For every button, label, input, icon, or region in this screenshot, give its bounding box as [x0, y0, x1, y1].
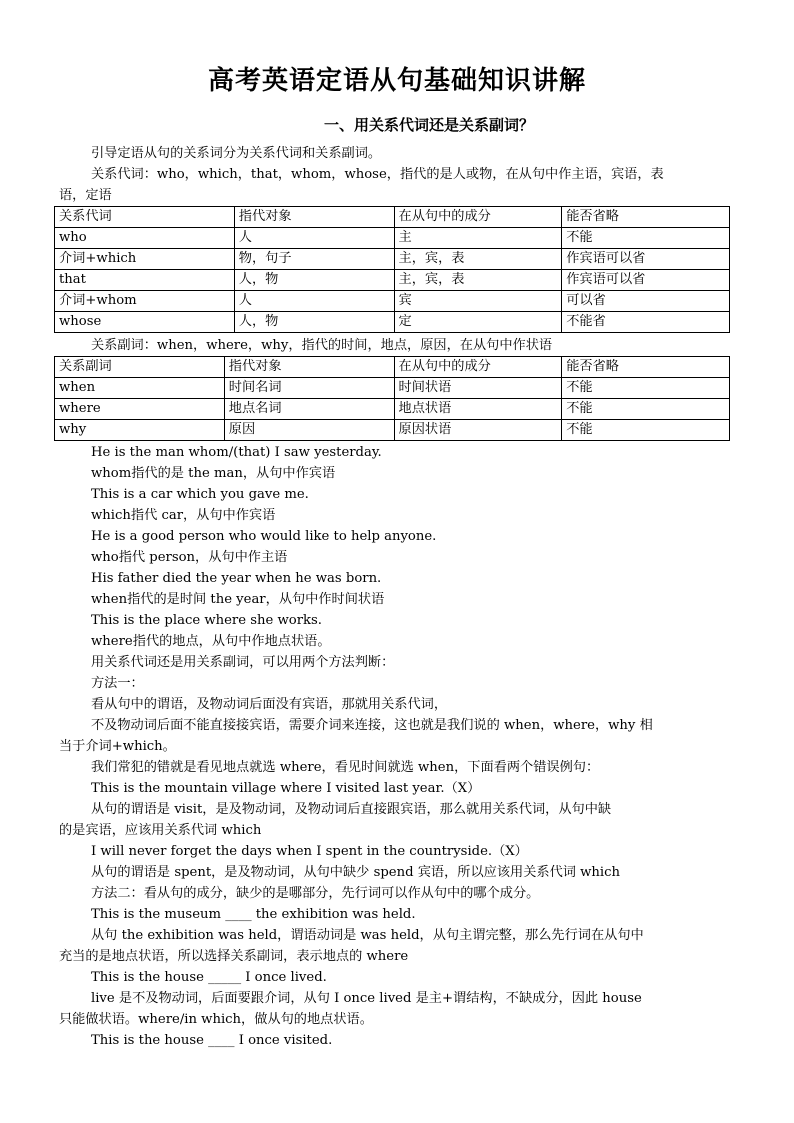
- table-header-row: [55, 207, 730, 228]
- table-header-cell: 在从句中的成分: [394, 207, 562, 228]
- method-two-heading: 方法二：看从句的成分，缺少的是哪部分，先行词可以作从句中的哪个成分。: [91, 886, 540, 901]
- table-cell: 不能: [562, 420, 730, 441]
- table-cell: 不能: [562, 228, 730, 249]
- table-header-row: [55, 357, 730, 378]
- explanation-text: 当于介词+which。: [59, 739, 176, 754]
- table-cell: who: [55, 228, 235, 249]
- example-sentence: His father died the year when he was born.: [91, 571, 382, 586]
- method-one-heading: 方法一：: [91, 676, 144, 691]
- table-header-cell: 关系副词: [55, 357, 225, 378]
- explanation-text: 我们常犯的错就是看见地点就选 where，看见时间就选 when，下面看两个错误例句：: [91, 760, 600, 775]
- exercise-sentence: This is the house ____ I once visited.: [91, 1033, 333, 1048]
- explanation-text: 不及物动词后面不能直接接宾语，需要介词来连接，这也就是我们说的 when，where，why 相: [91, 718, 653, 733]
- table-cell: 主，宾，表: [394, 270, 562, 291]
- explanation-text: whom指代的是 the man，从句中作宾语: [91, 466, 336, 481]
- table-cell: that: [55, 270, 235, 291]
- explanation-text: 的是宾语，应该用关系代词 which: [59, 823, 262, 838]
- table-header-cell: 能否省略: [562, 357, 730, 378]
- table-cell: when: [55, 378, 225, 399]
- intro-text: 引导定语从句的关系词分为关系代词和关系副词。: [91, 146, 382, 161]
- table-row: [55, 420, 730, 441]
- table-cell: 可以省: [562, 291, 730, 312]
- relative-adverb-table: [54, 356, 730, 441]
- table-cell: 作宾语可以省: [562, 249, 730, 270]
- explanation-text: where指代的地点，从句中作地点状语。: [91, 634, 331, 649]
- explanation-text: 从句的谓语是 visit，是及物动词，及物动词后直接跟宾语，那么就用关系代词，从句中缺: [91, 802, 612, 817]
- table-cell: 人，物: [234, 270, 394, 291]
- table-cell: 人: [234, 228, 394, 249]
- explanation-text: which指代 car，从句中作宾语: [91, 508, 276, 523]
- exercise-sentence: This is the museum ____ the exhibition was held.: [91, 907, 416, 922]
- document-title: 高考英语定语从句基础知识讲解: [207, 66, 586, 96]
- table-header-cell: 在从句中的成分: [394, 357, 562, 378]
- explanation-text: 只能做状语。where/in which，做从句的地点状语。: [59, 1012, 373, 1027]
- explanation-text: who指代 person，从句中作主语: [91, 550, 288, 565]
- table-cell: 不能: [562, 399, 730, 420]
- table-cell: 介词+whom: [55, 291, 235, 312]
- example-sentence: This is a car which you gave me.: [91, 487, 309, 502]
- table-cell: 人，物: [234, 312, 394, 333]
- table-cell: 介词+which: [55, 249, 235, 270]
- table-cell: 原因: [224, 420, 394, 441]
- table-cell: 原因状语: [394, 420, 562, 441]
- table-header-cell: 指代对象: [224, 357, 394, 378]
- table-cell: 时间名词: [224, 378, 394, 399]
- explanation-text: when指代的是时间 the year，从句中作时间状语: [91, 592, 385, 607]
- table-row: [55, 399, 730, 420]
- adverbs-description: 关系副词：when，where，why，指代的时间，地点，原因，在从句中作状语: [91, 338, 553, 353]
- table-cell: whose: [55, 312, 235, 333]
- wrong-example-sentence: I will never forget the days when I spent in the countryside.（X）: [91, 844, 528, 859]
- table-row: [55, 270, 730, 291]
- table-cell: 人: [234, 291, 394, 312]
- pronouns-description: 关系代词：who，which，that，whom，whose，指代的是人或物，在从句中作主语，宾语，表: [91, 167, 664, 182]
- wrong-example-sentence: This is the mountain village where I visited last year.（X）: [91, 781, 481, 796]
- exercise-sentence: This is the house _____ I once lived.: [91, 970, 327, 985]
- table-header-cell: 关系代词: [55, 207, 235, 228]
- table-row: [55, 312, 730, 333]
- explanation-text: 从句的谓语是 spent，是及物动词，从句中缺少 spend 宾语，所以应该用关系代词 which: [91, 865, 621, 880]
- table-row: [55, 228, 730, 249]
- table-row: [55, 249, 730, 270]
- table-cell: 宾: [394, 291, 562, 312]
- section-heading: 一、用关系代词还是关系副词？: [323, 116, 534, 134]
- table-cell: why: [55, 420, 225, 441]
- table-header-cell: 能否省略: [562, 207, 730, 228]
- table-row: [55, 378, 730, 399]
- table-cell: 不能: [562, 378, 730, 399]
- table-cell: 物，句子: [234, 249, 394, 270]
- pronouns-description-cont: 语，定语: [59, 188, 112, 203]
- explanation-text: live 是不及物动词，后面要跟介词，从句 I once lived 是主+谓结构，不缺成分，因此 house: [91, 991, 642, 1006]
- explanation-text: 看从句中的谓语，及物动词后面没有宾语，那就用关系代词，: [91, 697, 448, 712]
- relative-pronoun-table: [54, 206, 730, 333]
- table-cell: where: [55, 399, 225, 420]
- table-cell: 定: [394, 312, 562, 333]
- table-cell: 不能省: [562, 312, 730, 333]
- table-cell: 主: [394, 228, 562, 249]
- table-header-cell: 指代对象: [234, 207, 394, 228]
- explanation-text: 从句 the exhibition was held，谓语动词是 was held，从句主谓完整，那么先行词在从句中: [91, 928, 644, 943]
- table-cell: 地点名词: [224, 399, 394, 420]
- table-row: [55, 291, 730, 312]
- table-cell: 作宾语可以省: [562, 270, 730, 291]
- example-sentence: He is a good person who would like to help anyone.: [91, 529, 437, 544]
- example-sentence: This is the place where she works.: [91, 613, 322, 628]
- table-cell: 主，宾，表: [394, 249, 562, 270]
- example-sentence: He is the man whom/(that) I saw yesterday.: [91, 445, 382, 460]
- table-cell: 时间状语: [394, 378, 562, 399]
- table-cell: 地点状语: [394, 399, 562, 420]
- explanation-text: 充当的是地点状语，所以选择关系副词，表示地点的 where: [59, 949, 409, 964]
- method-intro: 用关系代词还是用关系副词，可以用两个方法判断：: [91, 655, 395, 670]
